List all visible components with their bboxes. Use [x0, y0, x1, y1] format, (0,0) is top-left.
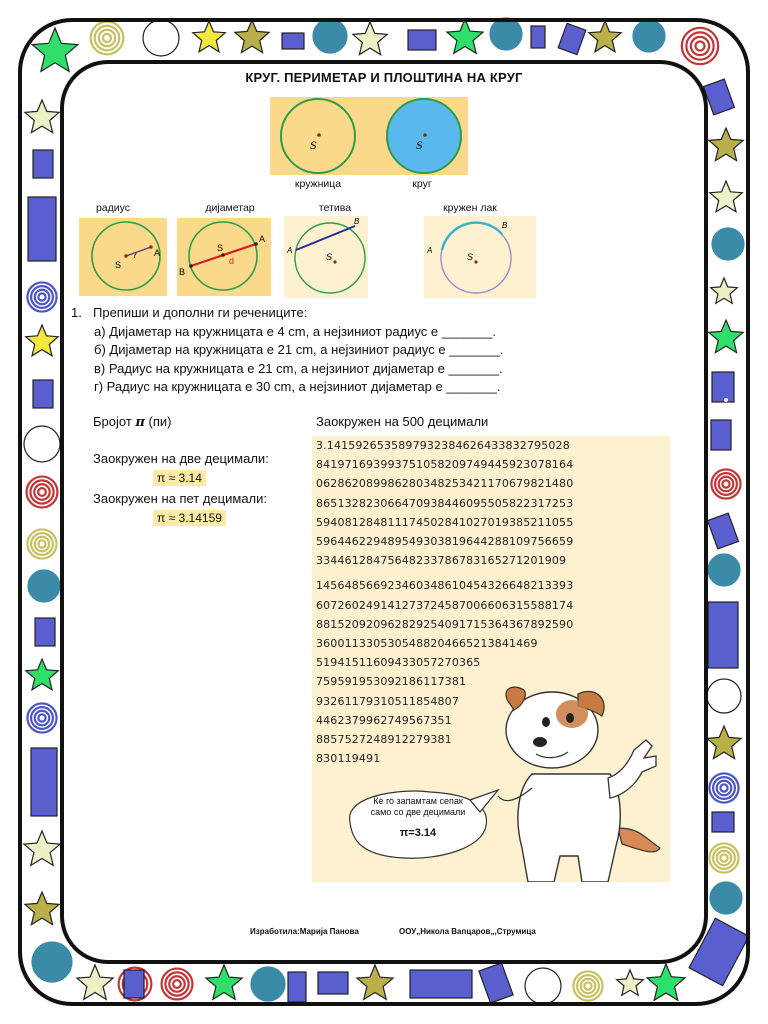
footer-school: ООУ„Никола Вапцаров„,Струмица [399, 927, 536, 936]
arc-point-b: B [502, 221, 508, 230]
chord-point-b: B [354, 217, 360, 226]
circle-vs-disc-figure [270, 97, 468, 175]
diameter-center-letter: S [217, 243, 224, 253]
pi-digit-line: 4462379962749567351 [316, 713, 452, 727]
footer-author: Изработила:Марија Панова [250, 927, 359, 936]
dog-illustration [470, 678, 670, 882]
pi-digit-line: 881520920962829254091715364367892590 [316, 617, 574, 631]
arc-figure [424, 216, 536, 298]
exercise-1 [71, 304, 671, 396]
disc-center-point [423, 133, 427, 137]
speech-bubble [352, 796, 484, 839]
pi-digit-line: 33446128475648233786783165271201909 [316, 554, 567, 568]
pi-digit-line: 596446229489549303819644288109756659 [316, 535, 574, 549]
pi-digit-line: 841971693993751058209749445923078164 [316, 458, 574, 472]
pi-digit-line: 93261179310511854807 [316, 694, 459, 708]
exercise-instruction: Препиши и дополни ги реченицитe: [93, 305, 308, 320]
chord-label: тетива [318, 202, 352, 214]
radius-center-letter: S [115, 260, 122, 270]
arc-point-a: A [427, 246, 433, 255]
exercise-item-c: в) Радиус на кружницата е 21 cm, а нејзиниот дијаметар е _______. [94, 360, 503, 376]
pi-digit-line: 607260249141273724587006606315588174 [316, 598, 574, 612]
diameter-point-a: A [259, 234, 266, 244]
radius-r-letter: r [134, 251, 137, 260]
five-decimal-value: π ≈ 3.14159 [153, 510, 226, 526]
digits-heading: Заокружен на 500 децимали [316, 414, 489, 429]
five-decimal-label: Заокружен на пет децимали: [93, 491, 268, 506]
pi-symbol: π [135, 415, 145, 430]
disc-center-letter: S [416, 141, 423, 152]
arc-center-letter: S [467, 252, 474, 262]
diameter-label: дијаметар [205, 202, 255, 214]
pi-digit-line: 594081284811174502841027019385211055 [316, 515, 574, 529]
pi-digit-line: 8857527248912279381 [316, 733, 452, 747]
diameter-figure [177, 218, 271, 296]
radius-figure [79, 218, 167, 296]
pi-digit-line: 145648566923460348610454326648213393 [316, 579, 574, 593]
center-letter: S [310, 141, 317, 152]
exercise-number: 1. [71, 305, 82, 320]
pi-digit-line: 830119491 [316, 752, 381, 766]
pi-digit-line: 062862089986280348253421170679821480 [316, 477, 574, 491]
two-decimal-label: Заокружен на две децимали: [93, 451, 269, 466]
arc-label: кружен лак [443, 202, 497, 214]
disc-label: круг [412, 178, 432, 190]
pi-digit-line: 865132823066470938446095505822317253 [316, 496, 574, 510]
pi-digit-line: 51941511609433057270365 [316, 656, 481, 670]
pi-heading [93, 414, 172, 430]
circle-line-label: кружница [294, 178, 342, 190]
speech-line-1: Ќе го запамтам сепак [373, 796, 463, 806]
radius-point-a: A [154, 248, 161, 258]
diameter-point-b: B [179, 267, 186, 277]
diameter-d-letter: d [229, 256, 235, 266]
chord-center-letter: S [326, 252, 333, 262]
exercise-item-a: а) Дијаметар на кружницата е 4 cm, а нејзиниот радиус е _______. [94, 323, 496, 339]
page-title: КРУГ. ПЕРИМЕТАР И ПЛОШТИНА НА КРУГ [245, 70, 523, 85]
pi-digit-line: 3.1415926535897932384626433832795028 [316, 439, 570, 452]
exercise-item-d: г) Радиус на кружницата е 30 cm, а нејзиниот дијаметар е _______. [94, 379, 501, 394]
radius-label: радиус [95, 202, 131, 214]
pi-digit-line: 3600113305305488204665213841469 [316, 637, 538, 651]
pi-heading-suffix: (пи) [148, 414, 172, 429]
center-point [317, 133, 321, 137]
pi-heading-prefix: Бројот [93, 414, 132, 429]
speech-line-2: само со две децимали [370, 807, 466, 817]
chord-point-a: A [287, 246, 293, 255]
pi-digit-line: 759591953092186117381 [316, 675, 467, 689]
two-decimal-value: π ≈ 3.14 [153, 470, 206, 486]
speech-pi-value: π=3.14 [399, 827, 437, 839]
pi-digits-block-1 [312, 436, 670, 570]
exercise-item-b: б) Дијаметар на кружницата е 21 cm, а нејзиниот радиус е _______. [94, 342, 504, 357]
chord-figure [284, 216, 368, 298]
